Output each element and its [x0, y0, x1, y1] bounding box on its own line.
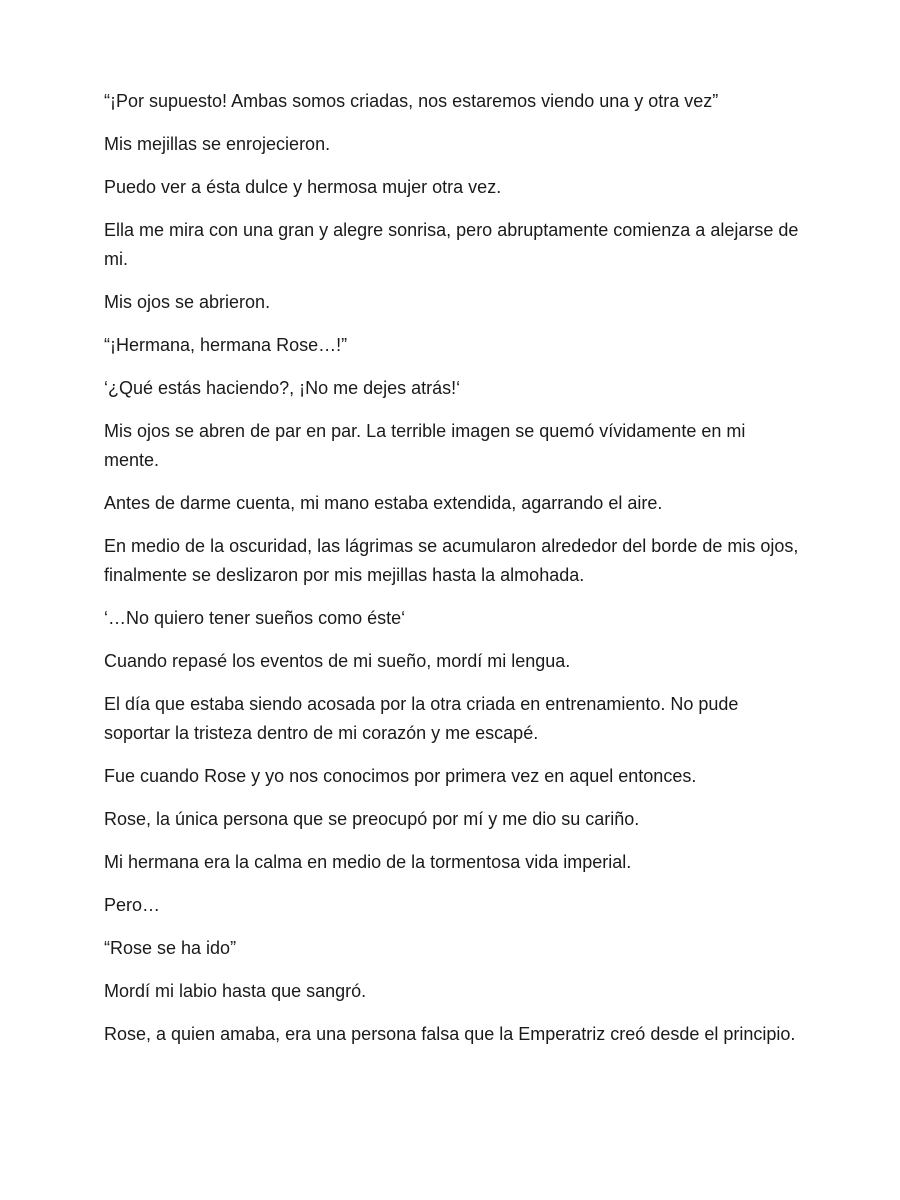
paragraph: ‘…No quiero tener sueños como éste‘	[104, 608, 406, 628]
paragraph: Mi hermana era la calma en medio de la tormentosa vida imperial.	[104, 852, 632, 872]
paragraph: Rose, a quien amaba, era una persona falsa que la Emperatriz creó desde el principio.	[104, 1024, 796, 1044]
paragraph: “¡Hermana, hermana Rose…!”	[104, 335, 348, 355]
paragraph: Puedo ver a ésta dulce y hermosa mujer otra vez.	[104, 177, 502, 197]
paragraph: Mordí mi labio hasta que sangró.	[104, 981, 367, 1001]
paragraph: ‘¿Qué estás haciendo?, ¡No me dejes atrás!‘	[104, 378, 461, 398]
paragraph: Mis ojos se abrieron.	[104, 292, 271, 312]
paragraph: Mis ojos se abren de par en par. La terrible imagen se quemó vívidamente en mi mente.	[104, 421, 746, 470]
document-page	[104, 0, 804, 1063]
paragraph: Ella me mira con una gran y alegre sonrisa, pero abruptamente comienza a alejarse de mi.	[104, 220, 799, 269]
paragraph: En medio de la oscuridad, las lágrimas se acumularon alrededor del borde de mis ojos, finalmente se deslizaron por mis mejillas hasta la almohada.	[104, 536, 799, 585]
paragraph: Pero…	[104, 895, 161, 915]
paragraph: “Rose se ha ido”	[104, 938, 237, 958]
paragraph: Mis mejillas se enrojecieron.	[104, 134, 331, 154]
paragraph: Antes de darme cuenta, mi mano estaba extendida, agarrando el aire.	[104, 493, 663, 513]
paragraph: Cuando repasé los eventos de mi sueño, mordí mi lengua.	[104, 651, 571, 671]
paragraph: “¡Por supuesto! Ambas somos criadas, nos estaremos viendo una y otra vez”	[104, 91, 719, 111]
paragraph: Fue cuando Rose y yo nos conocimos por primera vez en aquel entonces.	[104, 766, 697, 786]
paragraph: Rose, la única persona que se preocupó por mí y me dio su cariño.	[104, 809, 640, 829]
paragraph: El día que estaba siendo acosada por la otra criada en entrenamiento. No pude soportar la tristeza dentro de mi corazón y me escapé.	[104, 694, 739, 743]
